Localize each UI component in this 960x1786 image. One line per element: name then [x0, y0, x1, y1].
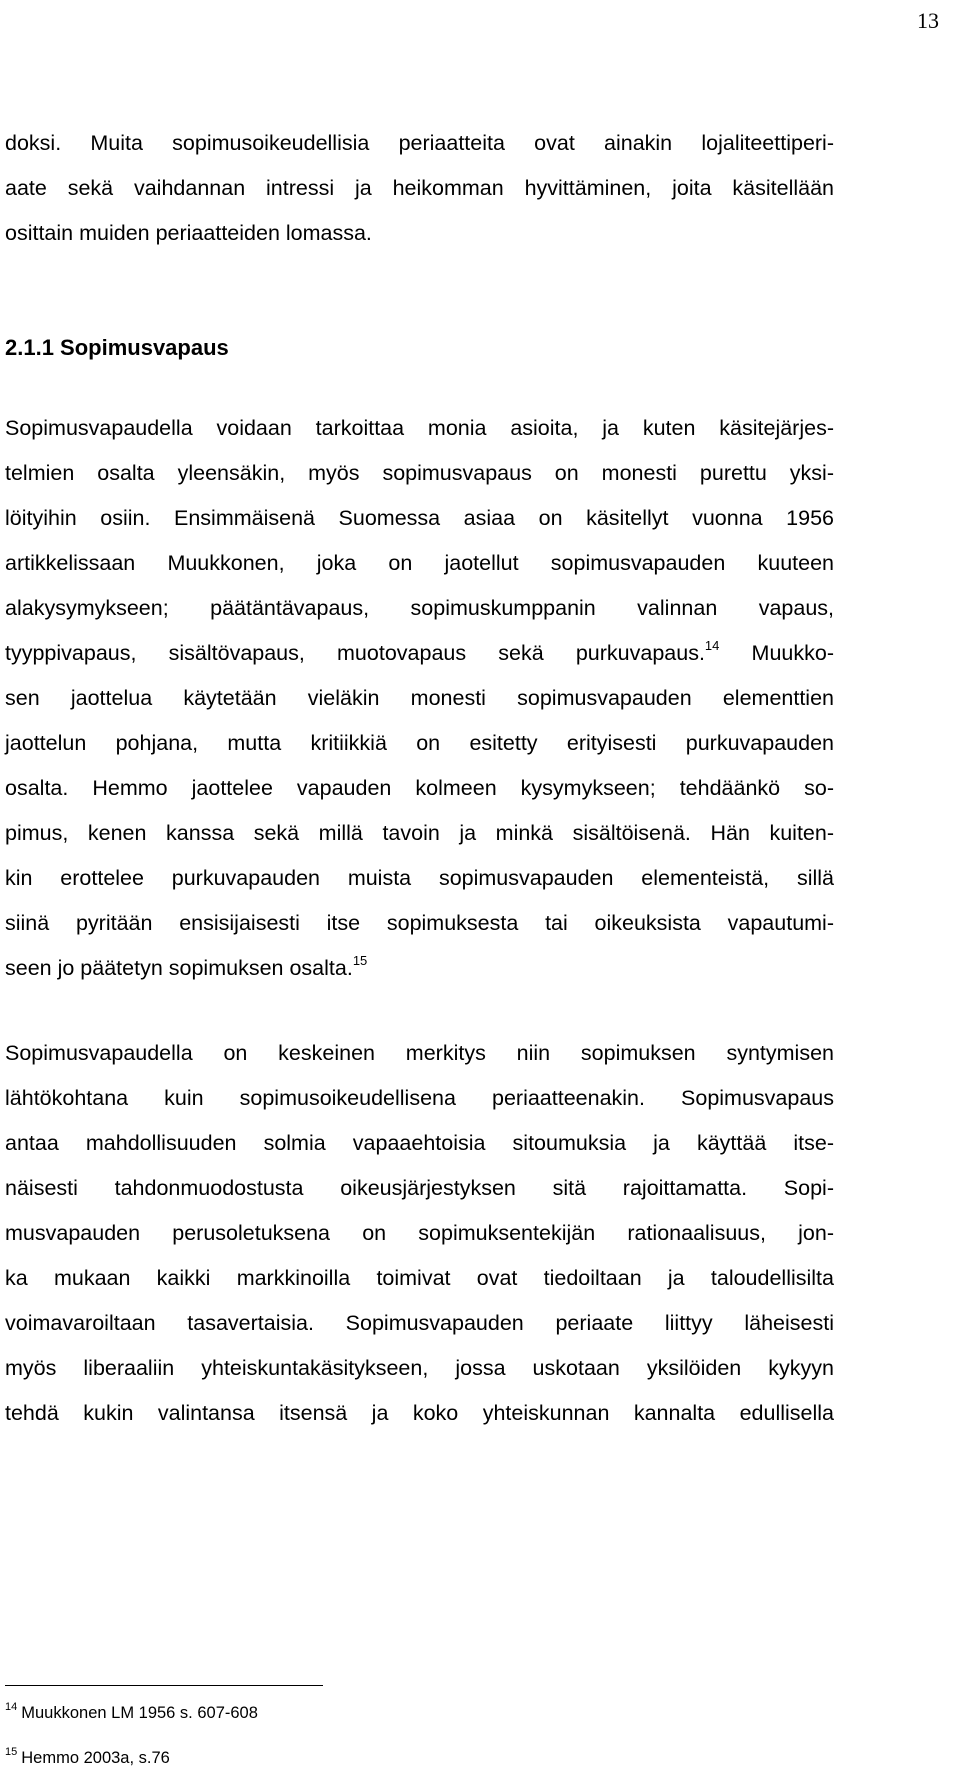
paragraph3-line-5: musvapauden perusoletuksena on sopimuksentekijän rationaalisuus, jon-: [5, 1221, 834, 1245]
page-number: 13: [917, 8, 939, 33]
paragraph1-line-2: aate sekä vaihdannan intressi ja heikomman hyvittäminen, joita käsitellään: [5, 176, 834, 200]
footnote-14: [5, 1701, 258, 1722]
paragraph2-line-11: kin erottelee purkuvapauden muista sopimusvapauden elementeistä, sillä: [5, 866, 834, 890]
paragraph3-line-6: ka mukaan kaikki markkinoilla toimivat ovat tiedoiltaan ja taloudellisilta: [5, 1266, 834, 1290]
paragraph3-line-4: näisesti tahdonmuodostusta oikeusjärjestyksen sitä rajoittamatta. Sopi-: [5, 1176, 834, 1200]
paragraph2-line-10: pimus, kenen kanssa sekä millä tavoin ja minkä sisältöisenä. Hän kuiten-: [5, 821, 834, 845]
paragraph2-line-6-end: Muukko-: [751, 641, 834, 665]
paragraph2-line-8: jaottelun pohjana, mutta kritiikkiä on esitetty erityisesti purkuvapauden: [5, 731, 834, 755]
paragraph2-line-6-text: tyyppivapaus, sisältövapaus, muotovapaus sekä purkuvapaus.: [5, 641, 705, 665]
paragraph3-line-2: lähtökohtana kuin sopimusoikeudellisena periaatteenakin. Sopimusvapaus: [5, 1086, 834, 1110]
paragraph2-line-2: telmien osalta yleensäkin, myös sopimusvapaus on monesti purettu yksi-: [5, 461, 834, 485]
footnote-14-text: Muukkonen LM 1956 s. 607-608: [21, 1704, 258, 1722]
footnote-15-number: 15: [5, 1746, 18, 1758]
paragraph3-line-3: antaa mahdollisuuden solmia vapaaehtoisia sitoumuksia ja käyttää itse-: [5, 1131, 834, 1155]
paragraph1-line-1: doksi. Muita sopimusoikeudellisia periaatteita ovat ainakin lojaliteettiperi-: [5, 131, 834, 155]
paragraph1-line-3: osittain muiden periaatteiden lomassa.: [5, 221, 372, 245]
footnote-ref-14: 14: [704, 638, 720, 653]
paragraph3-line-7: voimavaroiltaan tasavertaisia. Sopimusvapauden periaate liittyy läheisesti: [5, 1311, 834, 1335]
paragraph3-line-8: myös liberaaliin yhteiskuntakäsitykseen, jossa uskotaan yksilöiden kykyyn: [5, 1356, 834, 1380]
paragraph2-line-4: artikkelissaan Muukkonen, joka on jaotellut sopimusvapauden kuuteen: [5, 551, 834, 575]
footnote-15-text: Hemmo 2003a, s.76: [21, 1749, 170, 1767]
paragraph2-line-12: siinä pyritään ensisijaisesti itse sopimuksesta tai oikeuksista vapautumi-: [5, 911, 834, 935]
footnote-15: [5, 1746, 170, 1767]
footnote-14-number: 14: [5, 1701, 18, 1713]
paragraph2-line-5: alakysymykseen; päätäntävapaus, sopimuskumppanin valinnan vapaus,: [5, 596, 834, 620]
paragraph2-line-13-text: seen jo päätetyn sopimuksen osalta.: [5, 956, 353, 980]
paragraph2-line-9: osalta. Hemmo jaottelee vapauden kolmeen kysymykseen; tehdäänkö so-: [5, 776, 834, 800]
paragraph2-line-3: löityihin osiin. Ensimmäisenä Suomessa asiaa on käsitellyt vuonna 1956: [5, 506, 834, 530]
paragraph2-line-1: Sopimusvapaudella voidaan tarkoittaa monia asioita, ja kuten käsitejärjes-: [5, 416, 834, 440]
paragraph3-line-1: Sopimusvapaudella on keskeinen merkitys niin sopimuksen syntymisen: [5, 1041, 834, 1065]
paragraph3-line-9: tehdä kukin valintansa itsensä ja koko yhteiskunnan kannalta edullisella: [5, 1401, 834, 1425]
paragraph2-line-7: sen jaottelua käytetään vieläkin monesti sopimusvapauden elementtien: [5, 686, 834, 710]
footnote-ref-15: 15: [352, 953, 368, 968]
paragraph2-line-6: [5, 638, 834, 665]
paragraph2-line-13: [5, 953, 368, 980]
section-heading: 2.1.1 Sopimusvapaus: [5, 335, 229, 360]
footnote-separator: [5, 1685, 323, 1686]
